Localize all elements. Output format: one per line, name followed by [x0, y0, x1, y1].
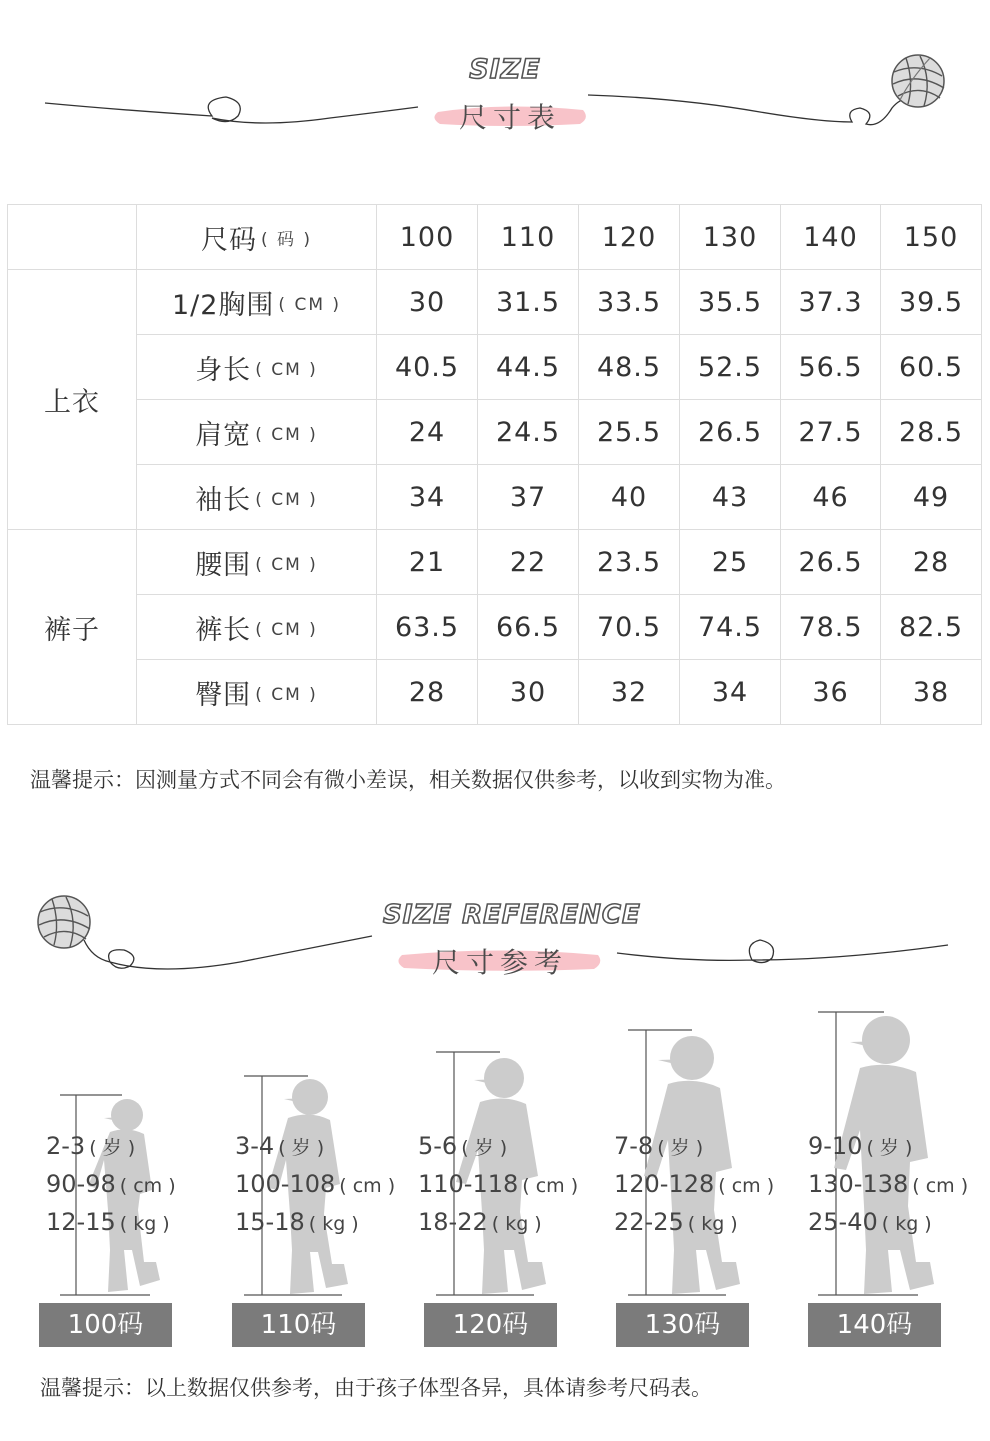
table-cell: 63.5	[377, 595, 478, 660]
table-cell: 34	[377, 465, 478, 530]
table-cell: 25.5	[579, 400, 680, 465]
reference-figure	[384, 1000, 584, 1350]
group-cell-pants: 裤子	[8, 530, 137, 725]
table-cell: 30	[478, 660, 579, 725]
row-label: 臀围 ( CM )	[137, 660, 377, 725]
table-row	[8, 530, 982, 595]
size-header-cell: 150	[881, 205, 982, 270]
size-logo: SIZE	[469, 54, 541, 85]
table-cell: 35.5	[680, 270, 781, 335]
reference-figure	[768, 1000, 968, 1350]
table-cell: 43	[680, 465, 781, 530]
size-reference-logo: SIZE REFERENCE	[383, 900, 641, 930]
table-row	[8, 465, 982, 530]
table-cell: 22	[478, 530, 579, 595]
reference-text: 7-8 ( 岁 ) 120-128 ( cm ) 22-25 ( kg )	[614, 1132, 775, 1236]
size-label-box: 120码	[424, 1303, 557, 1347]
reference-figure	[0, 1000, 200, 1350]
row-label: 1/2胸围 ( CM )	[137, 270, 377, 335]
table-row	[8, 270, 982, 335]
table-cell: 32	[579, 660, 680, 725]
size-header-cell: 110	[478, 205, 579, 270]
table-cell: 31.5	[478, 270, 579, 335]
row-label: 腰围 ( CM )	[137, 530, 377, 595]
table-cell: 39.5	[881, 270, 982, 335]
table-cell: 25	[680, 530, 781, 595]
table-cell: 38	[881, 660, 982, 725]
table-cell: 24.5	[478, 400, 579, 465]
table-cell: 48.5	[579, 335, 680, 400]
table-cell: 40	[579, 465, 680, 530]
size-header-cell: 100	[377, 205, 478, 270]
table-cell: 28.5	[881, 400, 982, 465]
table-cell: 26.5	[680, 400, 781, 465]
size-header-cell: 130	[680, 205, 781, 270]
table-row	[8, 660, 982, 725]
table-cell: 37	[478, 465, 579, 530]
measurement-tip: 温馨提示：因测量方式不同会有微小差误，相关数据仅供参考，以收到实物为准。	[30, 768, 786, 792]
table-cell: 44.5	[478, 335, 579, 400]
table-cell: 74.5	[680, 595, 781, 660]
row-label: 裤长 ( CM )	[137, 595, 377, 660]
reference-text: 2-3 ( 岁 ) 90-98 ( cm ) 12-15 ( kg )	[46, 1132, 176, 1236]
reference-figure	[192, 1000, 396, 1350]
table-cell: 33.5	[579, 270, 680, 335]
table-cell: 21	[377, 530, 478, 595]
table-cell: 26.5	[781, 530, 881, 595]
table-cell: 28	[377, 660, 478, 725]
table-cell: 70.5	[579, 595, 680, 660]
table-row	[8, 595, 982, 660]
table-cell: 37.3	[781, 270, 881, 335]
size-label-box: 100码	[39, 1303, 172, 1347]
reference-text: 3-4 ( 岁 ) 100-108 ( cm ) 15-18 ( kg )	[235, 1132, 396, 1236]
yarn-ball-icon	[892, 55, 944, 107]
size-header-cell: 120	[579, 205, 680, 270]
reference-text: 5-6 ( 岁 ) 110-118 ( cm ) 18-22 ( kg )	[418, 1132, 579, 1236]
table-cell: 56.5	[781, 335, 881, 400]
table-row	[8, 335, 982, 400]
table-cell: 24	[377, 400, 478, 465]
table-row	[8, 400, 982, 465]
group-cell-tops: 上衣	[8, 270, 137, 530]
size-table	[7, 204, 982, 725]
row-label: 肩宽 ( CM )	[137, 400, 377, 465]
table-cell: 36	[781, 660, 881, 725]
table-cell: 82.5	[881, 595, 982, 660]
table-cell: 30	[377, 270, 478, 335]
table-cell: 60.5	[881, 335, 982, 400]
table-cell: 40.5	[377, 335, 478, 400]
row-label: 尺码 ( 码 )	[137, 205, 377, 270]
table-cell: 49	[881, 465, 982, 530]
table-cell: 66.5	[478, 595, 579, 660]
reference-figure	[576, 1000, 776, 1350]
table-cell: 23.5	[579, 530, 680, 595]
table-header-row	[8, 205, 982, 270]
size-label-box: 140码	[808, 1303, 941, 1347]
row-label: 身长 ( CM )	[137, 335, 377, 400]
table-cell: 78.5	[781, 595, 881, 660]
row-label: 袖长 ( CM )	[137, 465, 377, 530]
table-cell: 28	[881, 530, 982, 595]
reference-text: 9-10 ( 岁 ) 130-138 ( cm ) 25-40 ( kg )	[808, 1132, 969, 1236]
table-cell: 52.5	[680, 335, 781, 400]
table-cell: 27.5	[781, 400, 881, 465]
size-label-box: 110码	[232, 1303, 365, 1347]
size-label-box: 130码	[616, 1303, 749, 1347]
size-reference-title: 尺寸参考	[431, 946, 568, 979]
table-corner-cell	[8, 205, 137, 270]
size-table-title: 尺寸表	[458, 101, 561, 134]
table-cell: 34	[680, 660, 781, 725]
size-header-cell: 140	[781, 205, 881, 270]
table-cell: 46	[781, 465, 881, 530]
reference-tip: 温馨提示：以上数据仅供参考，由于孩子体型各异，具体请参考尺码表。	[40, 1376, 712, 1400]
yarn-ball-icon	[38, 896, 90, 948]
